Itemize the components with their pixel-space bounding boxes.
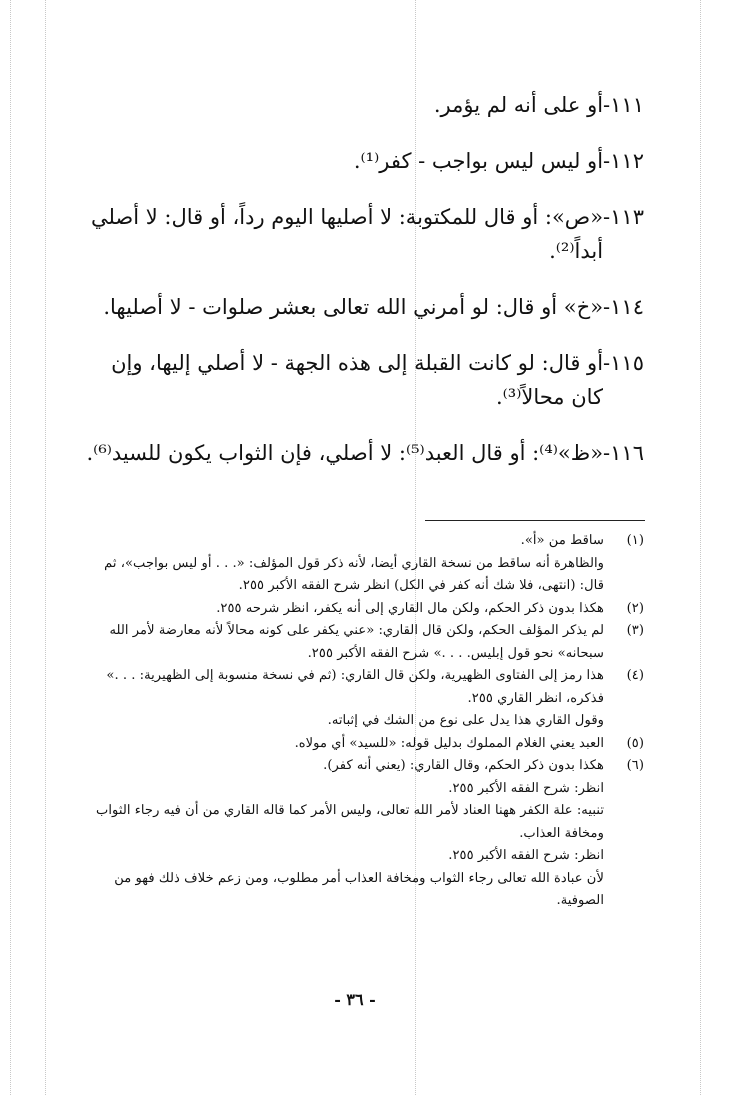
footnote — [84, 598, 644, 621]
scan-guide-line — [700, 0, 701, 1095]
scan-guide-line — [10, 0, 11, 1095]
footnote — [84, 845, 644, 868]
item-text: أو ليس ليس بواجب - كفر⁽¹⁾. — [353, 149, 604, 173]
list-item — [84, 200, 644, 268]
footnote-number: (٣) — [626, 623, 644, 638]
list-item — [84, 88, 644, 122]
main-text — [84, 88, 644, 492]
footnote — [84, 620, 644, 665]
footnote — [84, 733, 644, 756]
footnote-separator — [425, 520, 645, 521]
item-number: ١١٣- — [603, 205, 644, 229]
page-number: - ٣٦ - — [334, 990, 376, 1009]
list-item — [84, 436, 644, 470]
item-text: أو قال: لو كانت القبلة إلى هذه الجهة - لا أصلي إليها، وإن كان محالاً⁽³⁾. — [111, 351, 604, 409]
footnote — [84, 778, 644, 801]
item-text: «ظ»⁽⁴⁾: أو قال العبد⁽⁵⁾: لا أصلي، فإن الثواب يكون للسيد⁽⁶⁾. — [86, 441, 604, 465]
scan-guide-line — [45, 0, 46, 1095]
footnote-text: هكذا بدون ذكر الحكم، وقال القاري: (يعني أنه كفر). — [323, 758, 604, 773]
footnote-text: لم يذكر المؤلف الحكم، ولكن قال القاري: «عني يكفر على كونه محالاً لأنه معارضة لأمر الله سبحانه» نحو قول إبليس. . . .» شرح الفقه الأكبر ٢٥٥. — [109, 623, 604, 661]
footnote — [84, 800, 644, 845]
footnote — [84, 868, 644, 913]
footnote-number: (٥) — [626, 735, 644, 751]
footnote-number: (٤) — [626, 668, 644, 683]
footnote-number: (٦) — [626, 758, 644, 773]
footnote — [84, 530, 644, 553]
footnote-text: هكذا بدون ذكر الحكم، ولكن مال القاري إلى أنه يكفر، انظر شرحه ٢٥٥. — [216, 600, 604, 616]
list-item — [84, 144, 644, 178]
item-number: ١١٢- — [603, 149, 644, 173]
item-number: ١١١- — [603, 93, 644, 117]
item-number: ١١٤- — [603, 295, 644, 319]
footnote — [84, 553, 644, 598]
footnote-number: (٢) — [626, 600, 644, 616]
item-number: ١١٦- — [603, 441, 644, 465]
footnotes — [84, 530, 644, 913]
item-number: ١١٥- — [603, 351, 644, 375]
footnote-number: (١) — [626, 533, 644, 548]
footnote-text: والظاهرة أنه ساقط من نسخة القاري أيضا، لأنه ذكر قول المؤلف: «. . . أو ليس بواجب»، ثم قال: (انتهى، فلا شك أنه كفر في الكل) انظر شرح الفقه الأكبر ٢٥٥. — [104, 555, 604, 593]
footnote — [84, 710, 644, 733]
footnote-text: هذا رمز إلى الفتاوى الظهيرية، ولكن قال القاري: (ثم في نسخة منسوبة إلى الظهيرية: . . .» فذكره، انظر القاري ٢٥٥. — [106, 668, 604, 706]
footnote — [84, 665, 644, 710]
footnote-text: تنبيه: علة الكفر ههنا العناد لأمر الله تعالى، وليس الأمر كما قاله القاري من أن فيه رجاء الثواب ومخافة العذاب. — [95, 803, 604, 841]
item-text: «ص»: أو قال للمكتوبة: لا أصليها اليوم رداً، أو قال: لا أصلي أبداً⁽²⁾. — [90, 205, 604, 263]
list-item — [84, 290, 644, 324]
footnote-text: انظر: شرح الفقه الأكبر ٢٥٥. — [448, 780, 604, 796]
footnote — [84, 755, 644, 778]
item-text: أو على أنه لم يؤمر. — [433, 93, 604, 117]
item-text: «خ» أو قال: لو أمرني الله تعالى بعشر صلوات - لا أصليها. — [103, 295, 604, 319]
footnote-text: العبد يعني الغلام المملوك بدليل قوله: «للسيد» أي مولاه. — [294, 735, 604, 751]
footnote-text: انظر: شرح الفقه الأكبر ٢٥٥. — [448, 848, 604, 863]
footnote-text: ساقط من «أ». — [520, 533, 604, 548]
list-item — [84, 346, 644, 414]
footnote-text: وقول القاري هذا يدل على نوع من الشك في إثباته. — [327, 713, 604, 728]
footnote-text: لأن عبادة الله تعالى رجاء الثواب ومخافة العذاب أمر مطلوب، ومن زعم خلاف ذلك فهو من الصوفية. — [114, 870, 604, 908]
